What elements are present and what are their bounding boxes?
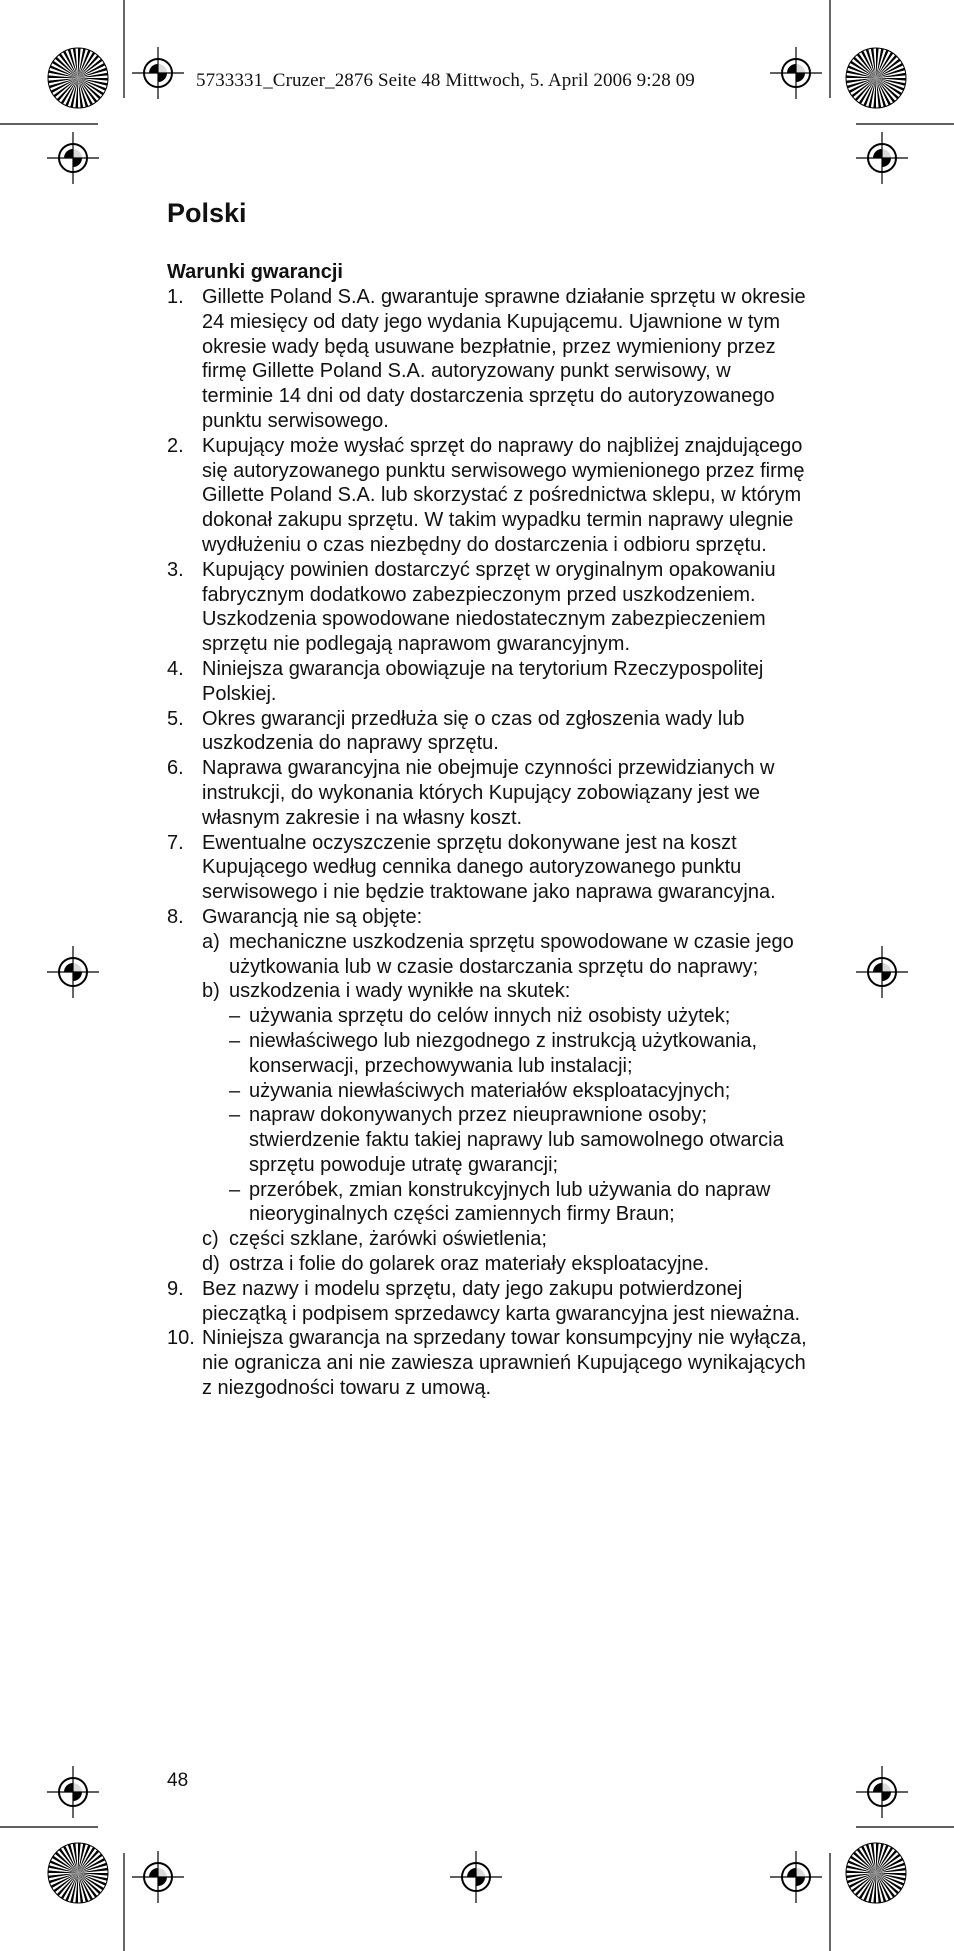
term-text: Ewentualne oczyszczenie sprzętu dokonywane jest na koszt Kupującego według cennika danego autoryzowanego punktu serwisowego i nie będzie traktowane jako naprawa gwarancyjna. <box>202 831 776 904</box>
page-number: 48 <box>167 1770 189 1791</box>
registration-mark-icon <box>856 1766 908 1818</box>
exclusion-label: a) <box>202 930 220 953</box>
warranty-term-10 <box>167 1326 807 1400</box>
dash-mark: – <box>229 1079 241 1102</box>
dash-mark: – <box>229 1005 241 1028</box>
exclusion-d <box>202 1252 807 1277</box>
term-text: Gwarancją nie są objęte: <box>202 905 423 928</box>
star-target-icon <box>846 48 906 108</box>
registration-mark-icon <box>856 132 908 184</box>
damage-cause <box>229 1178 807 1228</box>
term-number: 4. <box>167 657 184 680</box>
warranty-term-6 <box>167 756 807 830</box>
term-number: 2. <box>167 434 184 457</box>
warranty-terms-list <box>167 285 807 1401</box>
dash-mark: – <box>229 1029 241 1052</box>
damage-cause-text: przeróbek, zmian konstrukcyjnych lub używania do napraw nieoryginalnych części zamiennych firmy Braun; <box>249 1178 771 1226</box>
warranty-term-1 <box>167 285 807 434</box>
term-number: 9. <box>167 1277 184 1300</box>
term-text: Naprawa gwarancyjna nie obejmuje czynności przewidzianych w instrukcji, do wykonania których Kupujący zobowiązany jest we własnym zakresie i na własny koszt. <box>202 757 775 829</box>
damage-cause <box>229 1103 807 1177</box>
star-target-icon <box>48 1843 108 1903</box>
damage-cause-text: napraw dokonywanych przez nieuprawnione osoby; stwierdzenie faktu takiej naprawy lub samowolnego otwarcia sprzętu powoduje utratę gwarancji; <box>249 1104 784 1176</box>
exclusion-text: mechaniczne uszkodzenia sprzętu spowodowane w czasie jego użytkowania lub w czasie dostarczania sprzętu do naprawy; <box>229 930 794 978</box>
damage-cause-text: używania sprzętu do celów innych niż osobisty użytek; <box>249 1005 731 1028</box>
dash-mark: – <box>229 1104 241 1127</box>
document-body <box>167 196 807 1401</box>
term-number: 10. <box>167 1327 195 1350</box>
term-text: Gillette Poland S.A. gwarantuje sprawne działanie sprzętu w okresie 24 miesięcy od daty jego wydania Kupującemu. Ujawnione w tym okresie wady będą usuwane bezpłatnie, przez wymieniony przez firmę Gillette Poland S.A. autoryzowany punkt serwisowy, w terminie 14 dni od daty dostarczenia sprzętu do autoryzowanego punktu serwisowego. <box>202 286 806 432</box>
exclusion-text: części szklane, żarówki oświetlenia; <box>229 1228 547 1251</box>
warranty-term-7 <box>167 831 807 905</box>
term-number: 6. <box>167 757 184 780</box>
term-text: Kupujący powinien dostarczyć sprzęt w oryginalnym opakowaniu fabrycznym dodatkowo zabezpieczonym przed uszkodzeniem. Uszkodzenia spowodowane niedostatecznym zabezpieczeniem sprzętu nie podlegają naprawom gwarancyjnym. <box>202 558 776 656</box>
star-target-icon <box>846 1843 906 1903</box>
damage-cause-text: niewłaściwego lub niezgodnego z instrukcją użytkowania, konserwacji, przechowywania lub instalacji; <box>249 1029 758 1077</box>
term-number: 3. <box>167 558 184 581</box>
language-heading: Polski <box>167 198 247 228</box>
registration-mark-icon <box>47 132 99 184</box>
term-text: Okres gwarancji przedłuża się o czas od zgłoszenia wady lub uszkodzenia do naprawy sprzętu. <box>202 707 745 755</box>
term-text: Bez nazwy i modelu sprzętu, daty jego zakupu potwierdzonej pieczątką i podpisem sprzedawcy karta gwarancyjna jest nieważna. <box>202 1277 801 1325</box>
registration-mark-icon <box>450 1851 502 1903</box>
exclusion-b <box>202 979 807 1227</box>
exclusions-list <box>202 930 807 1277</box>
damage-causes-list <box>229 1004 807 1227</box>
exclusion-text: uszkodzenia i wady wynikłe na skutek: <box>229 980 571 1003</box>
registration-mark-icon <box>47 946 99 998</box>
exclusion-text: ostrza i folie do golarek oraz materiały eksploatacyjne. <box>229 1253 710 1276</box>
registration-mark-icon <box>770 47 822 99</box>
damage-cause <box>229 1004 807 1029</box>
warranty-term-2 <box>167 434 807 558</box>
registration-mark-icon <box>856 946 908 998</box>
damage-cause-text: używania niewłaściwych materiałów eksploatacyjnych; <box>249 1079 731 1102</box>
star-target-icon <box>48 48 108 108</box>
registration-mark-icon <box>132 1851 184 1903</box>
term-number: 8. <box>167 905 184 928</box>
exclusion-c <box>202 1227 807 1252</box>
print-slug: 5733331_Cruzer_2876 Seite 48 Mittwoch, 5. April 2006 9:28 09 <box>196 70 695 91</box>
term-text: Niniejsza gwarancja na sprzedany towar konsumpcyjny nie wyłącza, nie ogranicza ani nie zawiesza uprawnień Kupującego wynikających z niezgodności towaru z umową. <box>202 1327 807 1400</box>
term-number: 5. <box>167 707 184 730</box>
registration-mark-icon <box>47 1766 99 1818</box>
warranty-term-8 <box>167 905 807 1277</box>
exclusion-a <box>202 930 807 980</box>
warranty-term-9 <box>167 1277 807 1327</box>
exclusion-label: c) <box>202 1228 219 1251</box>
warranty-term-3 <box>167 558 807 657</box>
damage-cause <box>229 1029 807 1079</box>
warranty-term-4 <box>167 657 807 707</box>
term-text: Niniejsza gwarancja obowiązuje na terytorium Rzeczypospolitej Polskiej. <box>202 657 764 705</box>
section-title: Warunki gwarancji <box>167 261 343 283</box>
dash-mark: – <box>229 1178 241 1201</box>
exclusion-label: d) <box>202 1253 220 1276</box>
damage-cause <box>229 1079 807 1104</box>
warranty-term-5 <box>167 707 807 757</box>
registration-mark-icon <box>770 1851 822 1903</box>
registration-mark-icon <box>132 47 184 99</box>
term-number: 1. <box>167 286 184 308</box>
term-number: 7. <box>167 831 184 854</box>
term-text: Kupujący może wysłać sprzęt do naprawy do najbliżej znajdującego się autoryzowanego punktu serwisowego wymienionego przez firmę Gillette Poland S.A. lub skorzystać z pośrednictwa sklepu, w którym dokonał zakupu sprzętu. W takim wypadku termin naprawy ulegnie wydłużeniu o czas niezbędny do dostarczenia i odbioru sprzętu. <box>202 434 805 556</box>
exclusion-label: b) <box>202 980 220 1003</box>
